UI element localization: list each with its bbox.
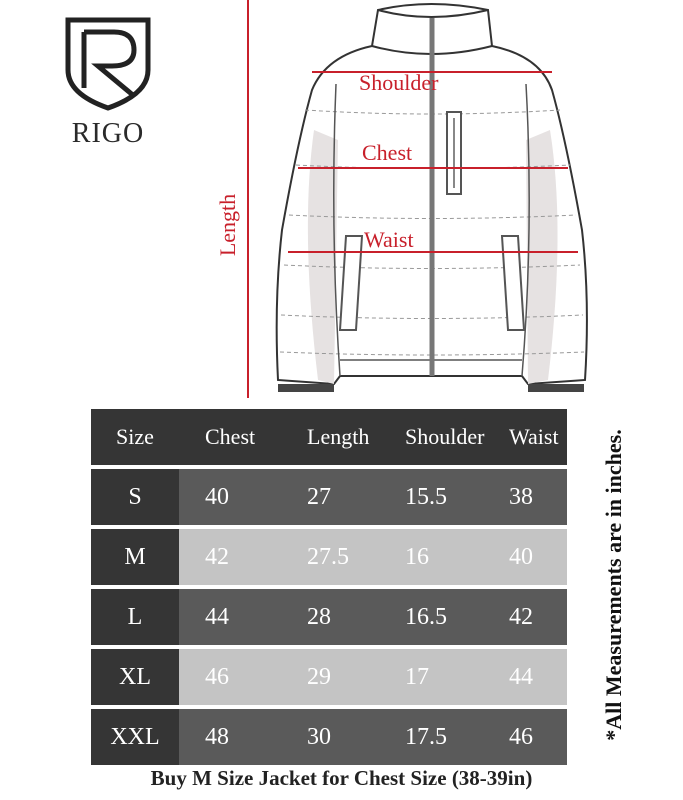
waist-cell: 40 [495, 525, 567, 585]
size-cell: XXL [91, 705, 179, 765]
shoulder-cell: 17.5 [385, 705, 495, 765]
shoulder-cell: 15.5 [385, 465, 495, 525]
size-chart-table [91, 409, 567, 765]
waist-cell: 44 [495, 645, 567, 705]
waist-cell: 42 [495, 585, 567, 645]
header-length: Length [291, 409, 385, 465]
table-row [91, 705, 567, 765]
chest-cell: 48 [179, 705, 291, 765]
shoulder-cell: 16.5 [385, 585, 495, 645]
waist-cell: 38 [495, 465, 567, 525]
size-cell: M [91, 525, 179, 585]
size-recommendation-caption: Buy M Size Jacket for Chest Size (38-39in) [150, 766, 533, 790]
size-cell: XL [91, 645, 179, 705]
header-size: Size [91, 409, 179, 465]
length-cell: 27 [291, 465, 385, 525]
table-row [91, 525, 567, 585]
chest-cell: 44 [179, 585, 291, 645]
length-cell: 27.5 [291, 525, 385, 585]
shoulder-label: Shoulder [359, 70, 439, 95]
chest-cell: 42 [179, 525, 291, 585]
chest-label: Chest [362, 140, 413, 165]
header-chest: Chest [179, 409, 291, 465]
shoulder-cell: 16 [385, 525, 495, 585]
table-header-row [91, 409, 567, 465]
chest-cell: 46 [179, 645, 291, 705]
waist-cell: 46 [495, 705, 567, 765]
length-label: Length [215, 193, 240, 257]
header-shoulder: Shoulder [385, 409, 495, 465]
brand-name: RIGO [71, 118, 145, 149]
header-waist: Waist [495, 409, 567, 465]
length-cell: 30 [291, 705, 385, 765]
table-row [91, 585, 567, 645]
size-cell: L [91, 585, 179, 645]
table-row [91, 645, 567, 705]
shoulder-cell: 17 [385, 645, 495, 705]
chest-cell: 40 [179, 465, 291, 525]
length-cell: 29 [291, 645, 385, 705]
size-cell: S [91, 465, 179, 525]
length-cell: 28 [291, 585, 385, 645]
waist-label: Waist [364, 227, 414, 252]
measurement-unit-note: *All Measurements are in inches. [601, 429, 626, 741]
table-row [91, 465, 567, 525]
